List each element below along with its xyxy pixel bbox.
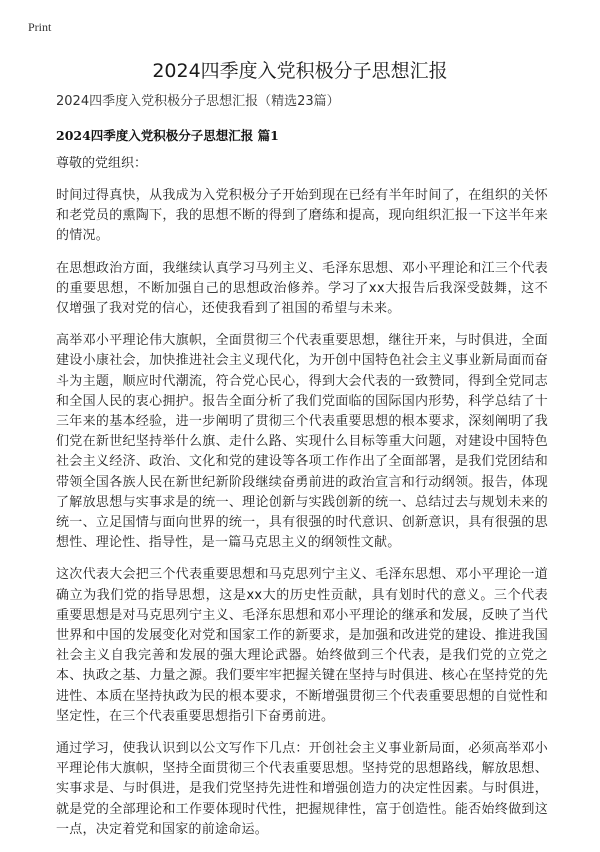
print-link[interactable]: Print: [28, 20, 52, 34]
greeting: 尊敬的党组织：: [56, 156, 148, 171]
paragraph: 这次代表大会把三个代表重要思想和马克思列宁主义、毛泽东思想、邓小平理论一道确立为我们党的指导思想，这是xx大的历史性贡献，具有划时代的意义。三个代表重要思想是对马克思列宁主义、毛泽东思想和邓小平理论的继承和发展，反映了当代世界和中国的发展变化对党和国家工作的新要求，是加强和改进党的建设、推进我国社会主义自我完善和发展的强大理论武器。始终做到三个代表，是我们党的立党之本、执政之基、力量之源。我们要牢牢把握关键在坚持与时俱进、核心在坚持党的先进性、本质在坚持执政为民的根本要求，不断增强贯彻三个代表重要思想的自觉性和坚定性，在三个代表重要思想指引下奋勇前进。: [56, 567, 548, 724]
paragraph: 在思想政治方面，我继续认真学习马列主义、毛泽东思想、邓小平理论和江三个代表的重要思想，不断加强自己的思想政治修养。学习了xx大报告后我深受鼓舞，这不仅增强了我对党的信心，还使我看到了祖国的希望与未来。: [56, 260, 548, 317]
document-subtitle: 2024四季度入党积极分子思想汇报（精选23篇）: [56, 94, 340, 109]
paragraph: 高举邓小平理论伟大旗帜，全面贯彻三个代表重要思想，继往开来，与时俱进，全面建设小康社会，加快推进社会主义现代化，为开创中国特色社会主义事业新局面而奋斗为主题，顺应时代潮流，符合党心民心，得到大会代表的一致赞同，得到全党同志和全国人民的衷心拥护。报告全面分析了我们党面临的国际国内形势，科学总结了十三年来的基本经验，进一步阐明了贯彻三个代表重要思想的根本要求，深刻阐明了我们党在新世纪坚持举什么旗、走什么路、实现什么目标等重大问题，对建设中国特色社会主义经济、政治、文化和党的建设等各项工作作出了全面部署，是我们党团结和带领全国各族人民在新世纪新阶段继续奋勇前进的政治宣言和行动纲领。报告，体现了解放思想与实事求是的统一、理论创新与实践创新的统一、总结过去与规划未来的统一、立足国情与面向世界的统一，具有很强的时代意识、创新意识，具有很强的思想性、理论性、指导性，是一篇马克思主义的纲领性文献。: [56, 333, 548, 551]
paragraph: 通过学习，使我认识到以公文写作下几点：开创社会主义事业新局面，必须高举邓小平理论伟大旗帜，坚持全面贯彻三个代表重要思想。坚持党的思想路线，解放思想、实事求是、与时俱进，是我们党坚持先进性和增强创造力的决定性因素。与时俱进，就是党的全部理论和工作要体现时代性，把握规律性，富于创造性。能否始终做到这一点，决定着党和国家的前途命运。: [56, 741, 548, 837]
section-heading: 2024四季度入党积极分子思想汇报 篇1: [56, 128, 279, 143]
document-title: 2024四季度入党积极分子思想汇报: [152, 60, 448, 82]
document-body: [56, 92, 548, 852]
paragraph: 时间过得真快，从我成为入党积极分子开始到现在已经有半年时间了，在组织的关怀和老党员的熏陶下，我的思想不断的得到了磨练和提高，现向组织汇报一下这半年来的情况。: [56, 188, 548, 244]
